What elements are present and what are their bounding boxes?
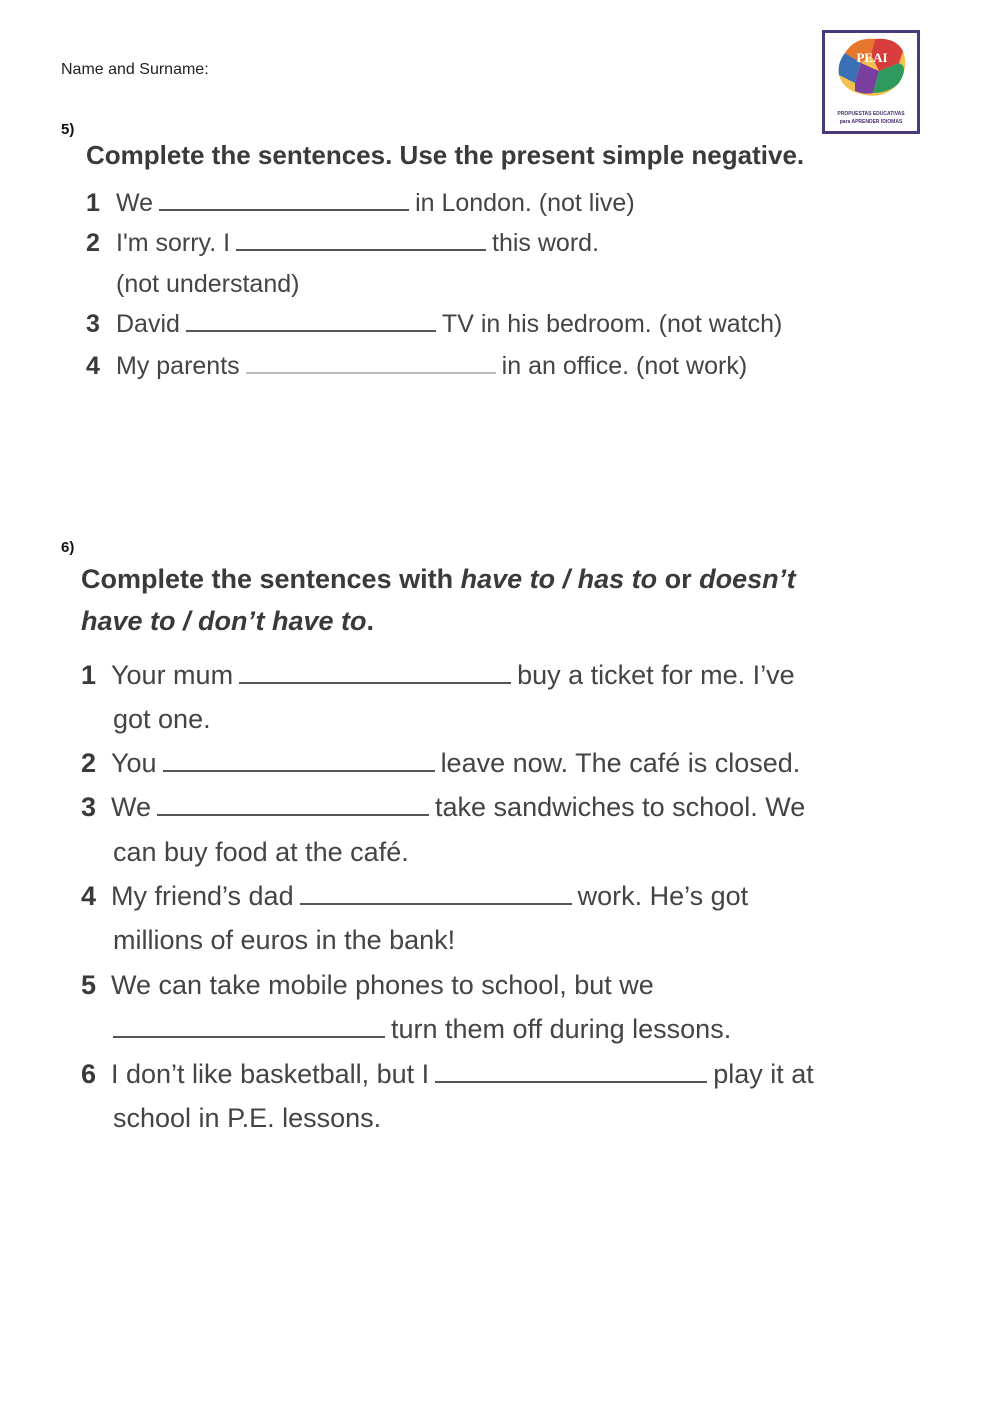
item-text-before: My friend’s dad [111, 881, 294, 911]
s6-item-4 [81, 874, 748, 918]
item-text-before: We [111, 792, 152, 822]
answer-blank[interactable] [163, 748, 435, 772]
publisher-logo [822, 30, 920, 134]
item-text-before: We [116, 189, 154, 217]
logo-mark-text: PEAI [856, 50, 888, 65]
answer-blank[interactable] [300, 881, 572, 905]
answer-blank[interactable] [236, 227, 486, 251]
s6-item-6 [81, 1052, 814, 1096]
instruction-text: . [366, 606, 375, 636]
logo-line-1: PROPUESTAS EDUCATIVAS [837, 111, 905, 117]
item-number: 4 [86, 352, 100, 380]
item-text-after: this word. [492, 229, 600, 257]
section-6-instruction-line-1 [81, 558, 796, 600]
section-5-number: 5) [61, 121, 75, 138]
item-text-before: David [116, 310, 180, 338]
s6-item-5-continuation [113, 1007, 731, 1051]
item-text-before: My parents [116, 352, 240, 380]
logo-line-2: para APRENDER IDIOMAS [839, 119, 903, 125]
item-number: 6 [81, 1059, 97, 1089]
item-text-after: play it at [713, 1059, 814, 1089]
item-text-before: I don’t like basketball, but I [111, 1059, 430, 1089]
item-number: 3 [81, 792, 97, 822]
item-text-before: We can take mobile phones to school, but we [111, 970, 654, 1000]
answer-blank[interactable] [239, 660, 511, 684]
item-text-before: Your mum [111, 660, 234, 690]
answer-blank[interactable] [246, 350, 496, 374]
s5-item-4 [86, 345, 747, 387]
logo-mark [825, 33, 917, 103]
item-text-after: work. He’s got [577, 881, 749, 911]
s6-item-5 [81, 963, 654, 1007]
item-text-before: You [111, 748, 157, 778]
s5-item-2 [86, 222, 599, 264]
s6-item-3-continuation: can buy food at the café. [113, 837, 409, 867]
s6-item-2 [81, 741, 800, 785]
item-number: 1 [81, 660, 97, 690]
s6-item-4-continuation: millions of euros in the bank! [113, 925, 456, 955]
instruction-emphasis: have to / don’t have to [81, 606, 367, 636]
item-number: 2 [81, 748, 97, 778]
item-text-after: buy a ticket for me. I’ve [517, 660, 795, 690]
item-text-before: I'm sorry. I [116, 229, 231, 257]
item-text-after: leave now. The café is closed. [440, 748, 801, 778]
answer-blank[interactable] [186, 308, 436, 332]
section-6-instruction-line-2 [81, 600, 374, 642]
answer-blank[interactable] [157, 792, 429, 816]
s5-item-3 [86, 303, 782, 345]
name-surname-label: Name and Surname: [61, 61, 209, 78]
item-number: 3 [86, 310, 100, 338]
item-number: 1 [86, 189, 100, 217]
section-5-instruction: Complete the sentences. Use the present simple negative. [86, 140, 805, 170]
instruction-text: Complete the sentences with [81, 564, 461, 594]
instruction-emphasis: doesn’t [699, 564, 796, 594]
answer-blank[interactable] [159, 187, 409, 211]
s6-item-1-continuation: got one. [113, 704, 211, 734]
s5-item-2-continuation: (not understand) [116, 270, 300, 298]
section-6-number: 6) [61, 539, 75, 556]
item-text-after: turn them off during lessons. [391, 1014, 732, 1044]
item-number: 4 [81, 881, 97, 911]
instruction-emphasis: have to / has to [460, 564, 658, 594]
instruction-text: or [657, 564, 700, 594]
item-text-after: take sandwiches to school. We [435, 792, 806, 822]
answer-blank[interactable] [113, 1014, 385, 1038]
answer-blank[interactable] [435, 1059, 707, 1083]
s5-item-1 [86, 182, 635, 224]
s6-item-1 [81, 653, 795, 697]
item-text-after: TV in his bedroom. (not watch) [441, 310, 783, 338]
item-number: 5 [81, 970, 97, 1000]
s6-item-3 [81, 785, 805, 829]
item-text-after: in an office. (not work) [501, 352, 748, 380]
s6-item-6-continuation: school in P.E. lessons. [113, 1103, 382, 1133]
item-text-after: in London. (not live) [415, 189, 635, 217]
item-number: 2 [86, 229, 100, 257]
